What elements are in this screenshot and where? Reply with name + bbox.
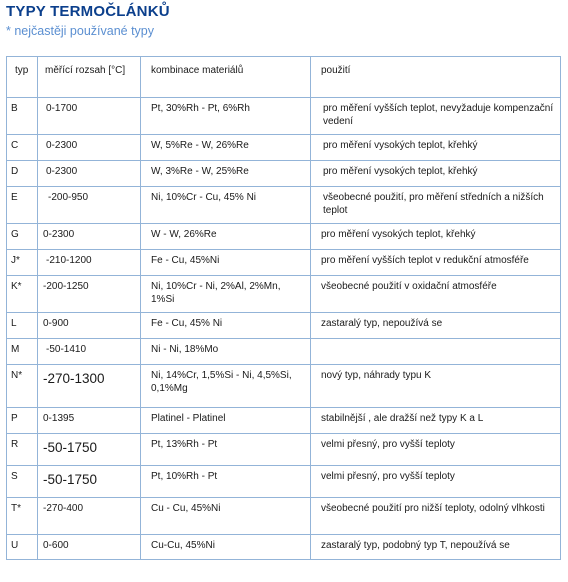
cell-range: -50-1750 [38,434,141,466]
cell-materials: Cu - Cu, 45%Ni [141,498,311,535]
page-subtitle: * nejčastěji používané typy [6,24,155,38]
table-row [7,535,561,560]
cell-range: -210-1200 [38,250,141,276]
cell-range: -270-400 [38,498,141,535]
cell-materials: Fe - Cu, 45%Ni [141,250,311,276]
cell-typ: D [7,161,38,187]
cell-range: -200-1250 [38,276,141,313]
table-row [7,250,561,276]
cell-usage: stabilnější , ale dražší než typy K a L [311,408,561,434]
table-header-row [7,57,561,98]
cell-materials: Ni, 14%Cr, 1,5%Si - Ni, 4,5%Si, 0,1%Mg [141,365,311,408]
cell-materials: Fe - Cu, 45% Ni [141,313,311,339]
cell-range: 0-1395 [38,408,141,434]
page-title: TYPY TERMOČLÁNKŮ [6,3,170,20]
cell-range: -270-1300 [38,365,141,408]
cell-typ: M [7,339,38,365]
cell-typ: P [7,408,38,434]
cell-materials: W, 5%Re - W, 26%Re [141,135,311,161]
cell-range: 0-2300 [38,161,141,187]
cell-typ: U [7,535,38,560]
cell-usage: všeobecné použití v oxidační atmosféře [311,276,561,313]
cell-materials: Ni, 10%Cr - Cu, 45% Ni [141,187,311,224]
cell-usage: pro měření vysokých teplot, křehký [311,135,561,161]
table-row [7,365,561,408]
cell-range: -50-1750 [38,466,141,498]
cell-usage: všeobecné použití, pro měření středních a nižších teplot [311,187,561,224]
cell-range: 0-900 [38,313,141,339]
table-row [7,339,561,365]
cell-typ: C [7,135,38,161]
table-row [7,466,561,498]
table-row [7,224,561,250]
header-range: měřící rozsah [°C] [38,57,141,98]
table-row [7,276,561,313]
cell-materials: Pt, 30%Rh - Pt, 6%Rh [141,98,311,135]
cell-materials: Ni, 10%Cr - Ni, 2%Al, 2%Mn, 1%Si [141,276,311,313]
cell-materials: W - W, 26%Re [141,224,311,250]
cell-usage: všeobecné použití pro nižší teploty, odolný vlhkosti [311,498,561,535]
cell-typ: R [7,434,38,466]
cell-typ: L [7,313,38,339]
header-typ: typ [7,57,38,98]
cell-materials: Platinel - Platinel [141,408,311,434]
table-row [7,434,561,466]
table-row [7,135,561,161]
cell-materials: Pt, 10%Rh - Pt [141,466,311,498]
table-row [7,98,561,135]
cell-usage: zastaralý typ, nepoužívá se [311,313,561,339]
header-materials: kombinace materiálů [141,57,311,98]
cell-materials: Pt, 13%Rh - Pt [141,434,311,466]
table-row [7,313,561,339]
cell-materials: Cu-Cu, 45%Ni [141,535,311,560]
cell-usage: pro měření vysokých teplot, křehký [311,161,561,187]
cell-materials: Ni - Ni, 18%Mo [141,339,311,365]
cell-typ: N* [7,365,38,408]
cell-usage: pro měření vyšších teplot, nevyžaduje kompenzační vedení [311,98,561,135]
cell-usage: pro měření vysokých teplot, křehký [311,224,561,250]
cell-range: 0-2300 [38,224,141,250]
cell-usage: velmi přesný, pro vyšší teploty [311,434,561,466]
cell-usage [311,339,561,365]
cell-typ: B [7,98,38,135]
cell-usage: pro měření vyšších teplot v redukční atmosféře [311,250,561,276]
cell-typ: T* [7,498,38,535]
cell-usage: zastaralý typ, podobný typ T, nepoužívá se [311,535,561,560]
table-row [7,408,561,434]
thermocouple-table [6,56,561,560]
cell-typ: J* [7,250,38,276]
table-row [7,161,561,187]
cell-range: -50-1410 [38,339,141,365]
cell-usage: nový typ, náhrady typu K [311,365,561,408]
cell-range: 0-2300 [38,135,141,161]
header-usage: použití [311,57,561,98]
table-row [7,498,561,535]
cell-typ: S [7,466,38,498]
cell-typ: K* [7,276,38,313]
cell-range: 0-1700 [38,98,141,135]
cell-materials: W, 3%Re - W, 25%Re [141,161,311,187]
table-row [7,187,561,224]
cell-typ: E [7,187,38,224]
cell-usage: velmi přesný, pro vyšší teploty [311,466,561,498]
cell-range: 0-600 [38,535,141,560]
cell-typ: G [7,224,38,250]
cell-range: -200-950 [38,187,141,224]
